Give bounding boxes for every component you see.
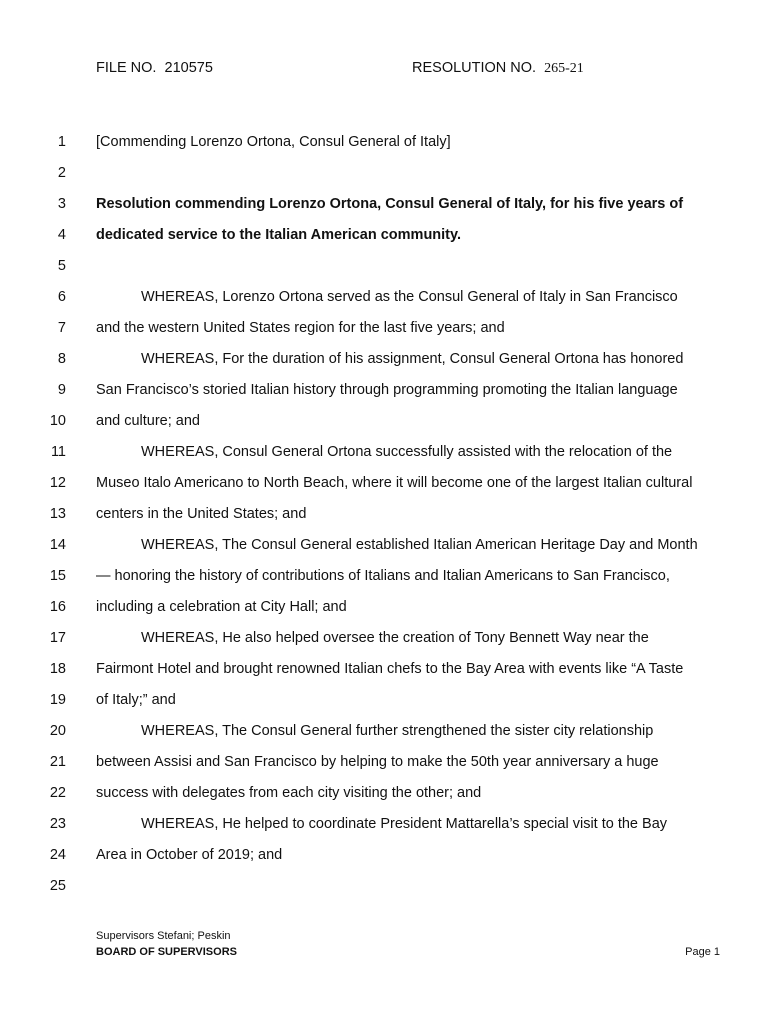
line-text: and culture; and xyxy=(96,413,200,429)
line-text: of Italy;” and xyxy=(96,692,176,708)
line-number: 20 xyxy=(49,723,66,739)
line-number: 10 xyxy=(49,413,66,429)
document-line xyxy=(0,716,770,747)
line-text: WHEREAS, Lorenzo Ortona served as the Consul General of Italy in San Francisco xyxy=(141,289,678,305)
line-number: 9 xyxy=(57,382,66,398)
document-line xyxy=(0,623,770,654)
line-number: 2 xyxy=(57,165,66,181)
line-number: 18 xyxy=(49,661,66,677)
line-number: 5 xyxy=(57,258,66,274)
document-line xyxy=(0,406,770,437)
document-line xyxy=(0,251,770,282)
line-text: WHEREAS, The Consul General established Italian American Heritage Day and Month xyxy=(141,537,698,553)
document-line xyxy=(0,747,770,778)
document-line xyxy=(0,158,770,189)
resolution-label: RESOLUTION NO. xyxy=(412,60,537,76)
footer xyxy=(96,928,237,960)
line-number: 11 xyxy=(50,444,66,460)
line-text: [Commending Lorenzo Ortona, Consul General of Italy] xyxy=(96,134,451,150)
line-text: centers in the United States; and xyxy=(96,506,307,522)
page-number: Page 1 xyxy=(685,946,720,958)
document-line xyxy=(0,127,770,158)
line-text: Resolution commending Lorenzo Ortona, Consul General of Italy, for his five years of xyxy=(96,196,684,212)
document-line xyxy=(0,468,770,499)
line-number: 7 xyxy=(57,320,66,336)
document-line xyxy=(0,282,770,313)
line-number: 22 xyxy=(49,785,66,801)
document-line xyxy=(0,685,770,716)
line-number: 19 xyxy=(49,692,66,708)
document-line xyxy=(0,344,770,375)
document-line xyxy=(0,871,770,902)
line-number: 8 xyxy=(57,351,66,367)
line-number: 1 xyxy=(57,134,66,150)
document-line xyxy=(0,437,770,468)
document-line xyxy=(0,840,770,871)
file-number-header xyxy=(96,60,213,76)
line-text: and the western United States region for the last five years; and xyxy=(96,320,505,336)
line-text: WHEREAS, The Consul General further strengthened the sister city relationship xyxy=(141,723,654,739)
file-number: 210575 xyxy=(164,60,213,76)
sponsors: Supervisors Stefani; Peskin xyxy=(96,930,231,942)
document-line xyxy=(0,778,770,809)
document-line xyxy=(0,189,770,220)
document-line xyxy=(0,220,770,251)
board-of-supervisors: BOARD OF SUPERVISORS xyxy=(96,946,237,958)
document-line xyxy=(0,654,770,685)
document-line xyxy=(0,592,770,623)
line-text: WHEREAS, He also helped oversee the creation of Tony Bennett Way near the xyxy=(141,630,649,646)
line-number: 4 xyxy=(57,227,66,243)
line-number: 14 xyxy=(49,537,66,553)
line-number: 6 xyxy=(57,289,66,305)
line-text: Area in October of 2019; and xyxy=(96,847,283,863)
line-text: including a celebration at City Hall; and xyxy=(96,599,347,615)
line-number: 13 xyxy=(49,506,66,522)
line-number: 25 xyxy=(49,878,66,894)
document-line xyxy=(0,809,770,840)
line-text: WHEREAS, Consul General Ortona successfully assisted with the relocation of the xyxy=(141,444,673,460)
line-number: 3 xyxy=(57,196,66,212)
document-line xyxy=(0,530,770,561)
line-number: 16 xyxy=(49,599,66,615)
line-text: Fairmont Hotel and brought renowned Italian chefs to the Bay Area with events like “A Taste xyxy=(96,661,684,677)
line-number: 21 xyxy=(49,754,66,770)
line-text: WHEREAS, He helped to coordinate President Mattarella’s special visit to the Bay xyxy=(141,816,668,832)
resolution-number: 265-21 xyxy=(544,61,584,76)
line-text: Museo Italo Americano to North Beach, where it will become one of the largest Italian cultural xyxy=(96,475,693,491)
document-line xyxy=(0,561,770,592)
document-line xyxy=(0,375,770,406)
document-line xyxy=(0,499,770,530)
resolution-number-header xyxy=(412,60,584,77)
line-number: 23 xyxy=(49,816,66,832)
line-text: dedicated service to the Italian American community. xyxy=(96,227,462,243)
line-text: San Francisco’s storied Italian history through programming promoting the Italian language xyxy=(96,382,678,398)
line-number: 15 xyxy=(49,568,66,584)
numbered-lines xyxy=(0,127,770,902)
line-number: 24 xyxy=(49,847,66,863)
line-text: success with delegates from each city visiting the other; and xyxy=(96,785,482,801)
file-label: FILE NO. xyxy=(96,60,157,76)
line-number: 17 xyxy=(49,630,66,646)
line-text: WHEREAS, For the duration of his assignment, Consul General Ortona has honored xyxy=(141,351,684,367)
line-number: 12 xyxy=(49,475,66,491)
line-text: between Assisi and San Francisco by helping to make the 50th year anniversary a huge xyxy=(96,754,659,770)
document-line xyxy=(0,313,770,344)
line-text: — honoring the history of contributions of Italians and Italian Americans to San Francisco, xyxy=(96,568,670,584)
